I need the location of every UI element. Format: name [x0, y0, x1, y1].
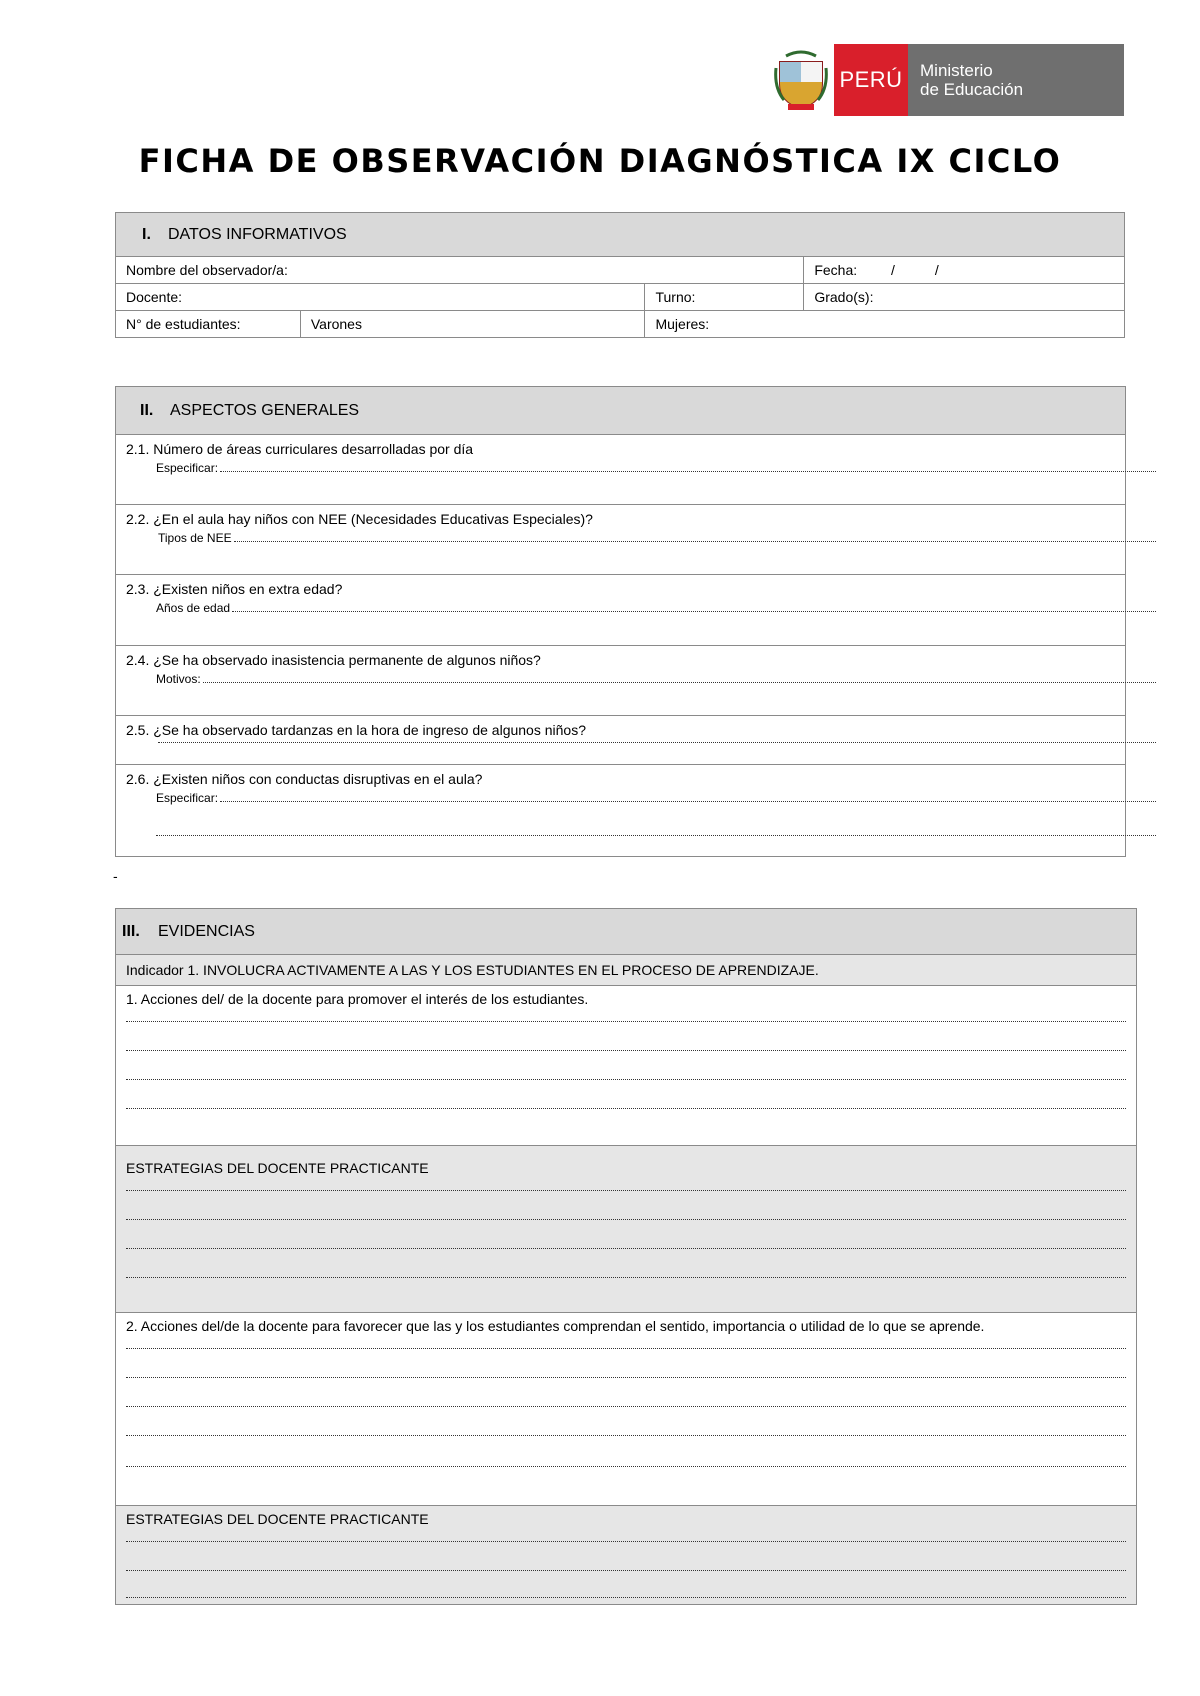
dotted-line: [220, 791, 1156, 802]
girls-field[interactable]: Mujeres:: [645, 311, 1125, 338]
dotted-line[interactable]: [126, 1570, 1126, 1571]
dotted-line[interactable]: [126, 1597, 1126, 1598]
dotted-line[interactable]: [126, 1079, 1126, 1080]
action-text: 2. Acciones del/de la docente para favorecer que las y los estudiantes comprendan el sentido, importancia o utilidad de lo que se aprende.: [126, 1318, 985, 1334]
indicator-row: [116, 955, 1136, 986]
action-block: [116, 986, 1136, 1146]
dotted-line[interactable]: [126, 1466, 1126, 1467]
separator-mark: -: [113, 868, 118, 884]
aspect-item: [116, 435, 1125, 505]
section-datos-informativos: [115, 212, 1125, 338]
dotted-line: [220, 461, 1156, 472]
grade-field[interactable]: Grado(s):: [804, 284, 1125, 311]
dotted-line[interactable]: [126, 1277, 1126, 1278]
section2-header: [116, 387, 1125, 435]
shift-field[interactable]: Turno:: [645, 284, 804, 311]
dotted-line: [158, 742, 1156, 743]
date-field[interactable]: [804, 257, 1125, 284]
section2-number: II.: [140, 401, 154, 419]
strategies-block: [116, 1506, 1136, 1604]
aspect-question: 2.2. ¿En el aula hay niños con NEE (Necesidades Educativas Especiales)?: [126, 511, 593, 527]
aspect-question: 2.4. ¿Se ha observado inasistencia permanente de algunos niños?: [126, 652, 541, 668]
strategies-block: [116, 1146, 1136, 1313]
dotted-line[interactable]: [126, 1190, 1126, 1191]
dotted-line[interactable]: [126, 1248, 1126, 1249]
aspect-sub-label: Tipos de NEE: [158, 531, 232, 545]
section3-header: [116, 909, 1136, 955]
boys-field[interactable]: Varones: [300, 311, 645, 338]
dotted-line[interactable]: [126, 1348, 1126, 1349]
ministry-name: [908, 44, 1124, 116]
ministry-line2: de Educación: [920, 80, 1024, 99]
dotted-line[interactable]: [126, 1541, 1126, 1542]
ministry-logo: [768, 44, 1124, 116]
section1-title: DATOS INFORMATIVOS: [168, 225, 347, 243]
section-aspectos-generales: [115, 386, 1126, 857]
action-block: [116, 1313, 1136, 1506]
aspect-question: 2.1. Número de áreas curriculares desarrolladas por día: [126, 441, 474, 457]
teacher-field[interactable]: Docente:: [116, 284, 645, 311]
document-title: FICHA DE OBSERVACIÓN DIAGNÓSTICA IX CICLO: [138, 142, 1062, 180]
indicator-text: Indicador 1. INVOLUCRA ACTIVAMENTE A LAS Y LOS ESTUDIANTES EN EL PROCESO DE APRENDIZAJE.: [126, 962, 819, 978]
dotted-line: [203, 672, 1156, 683]
aspect-sub-label: Motivos:: [156, 672, 201, 686]
strategies-label: ESTRATEGIAS DEL DOCENTE PRACTICANTE: [126, 1511, 429, 1527]
action-text: 1. Acciones del/ de la docente para promover el interés de los estudiantes.: [126, 991, 589, 1007]
aspect-question: 2.6. ¿Existen niños con conductas disruptivas en el aula?: [126, 771, 483, 787]
dotted-line[interactable]: [126, 1219, 1126, 1220]
aspect-item: [116, 646, 1125, 716]
coat-of-arms-icon: [768, 44, 834, 116]
students-label: N° de estudiantes:: [116, 311, 301, 338]
aspect-item: [116, 575, 1125, 646]
section2-title: ASPECTOS GENERALES: [170, 401, 360, 419]
aspect-answer-line[interactable]: [158, 531, 1156, 545]
aspect-sub-label: Años de edad: [156, 601, 231, 615]
date-separator: /: [891, 262, 895, 278]
aspect-answer-line[interactable]: [156, 672, 1156, 686]
dotted-line[interactable]: [126, 1435, 1126, 1436]
peru-brand: PERÚ: [834, 44, 908, 116]
section1-header: [116, 213, 1125, 257]
section-evidencias: [115, 908, 1137, 1605]
aspect-item: [116, 505, 1125, 575]
ministry-line1: Ministerio: [920, 61, 993, 80]
section3-number: III.: [122, 922, 140, 940]
dotted-line: [234, 531, 1156, 542]
aspect-question: 2.5. ¿Se ha observado tardanzas en la hora de ingreso de algunos niños?: [126, 722, 586, 738]
aspect-sub-label: Especificar:: [156, 461, 219, 475]
strategies-label: ESTRATEGIAS DEL DOCENTE PRACTICANTE: [126, 1160, 429, 1176]
dotted-line[interactable]: [126, 1050, 1126, 1051]
date-label: Fecha:: [814, 262, 858, 278]
dotted-line[interactable]: [126, 1021, 1126, 1022]
aspect-question: 2.3. ¿Existen niños en extra edad?: [126, 581, 343, 597]
aspect-sub-label: Especificar:: [156, 791, 219, 805]
section3-title: EVIDENCIAS: [158, 922, 255, 940]
aspect-answer-line[interactable]: [156, 601, 1156, 615]
aspect-answer-line[interactable]: [156, 742, 1156, 746]
dotted-line[interactable]: [126, 1406, 1126, 1407]
section1-number: I.: [142, 225, 151, 243]
dotted-line[interactable]: [126, 1108, 1126, 1109]
aspect-item: [116, 716, 1125, 765]
aspect-answer-line[interactable]: [156, 791, 1156, 805]
date-separator: /: [934, 262, 939, 278]
dotted-line[interactable]: [156, 835, 1156, 836]
dotted-line: [232, 601, 1156, 612]
dotted-line[interactable]: [126, 1377, 1126, 1378]
aspect-answer-line[interactable]: [156, 461, 1156, 475]
aspect-item: [116, 765, 1125, 856]
observer-field[interactable]: Nombre del observador/a:: [116, 257, 804, 284]
